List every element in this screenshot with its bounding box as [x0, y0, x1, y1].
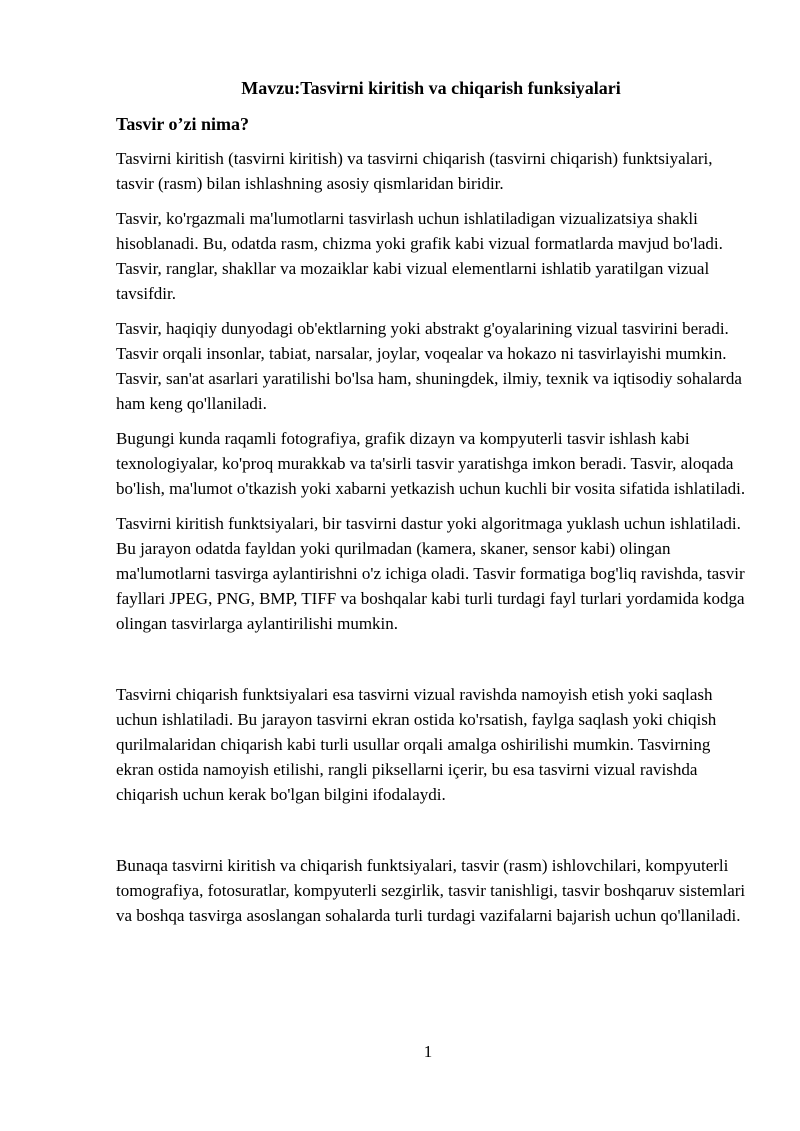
- section-heading: Tasvir o’zi nima?: [116, 114, 250, 134]
- paragraph-1: Tasvirni kiritish (tasvirni kiritish) va tasvirni chiqarish (tasvirni chiqarish) funktsiyalari, tasvir (rasm) bilan ishlashning asosiy qismlaridan biridir.: [116, 149, 713, 193]
- paragraph-4: Bugungi kunda raqamli fotografiya, grafik dizayn va kompyuterli tasvir ishlash kabi texnologiyalar, ko'proq murakkab va ta'sirli tasvir yaratishga imkon beradi. Tasvir, aloqada bo'lish, ma'lumot o'tkazish yoki xabarni yetkazish uchun kuchli bir vosita sifatida ishlatiladi.: [116, 429, 746, 498]
- paragraph-6: Tasvirni chiqarish funktsiyalari esa tasvirni vizual ravishda namoyish etish yoki saqlash uchun ishlatiladi. Bu jarayon tasvirni ekran ostida ko'rsatish, faylga saqlash yoki chiqish qurilmalaridan chiqarish kabi turli usullar orqali amalga oshirilishi mumkin. Tasvirning ekran ostida namoyish etilishi, rangli piksellarni içerir, bu esa tasvirni vizual ravishda chiqarish uchun kerak bo'lgan bilgini ifodalaydi.: [116, 685, 717, 804]
- document-title: Mavzu:Tasvirni kiritish va chiqarish funksiyalari: [241, 78, 621, 98]
- page-number: 1: [423, 1042, 433, 1061]
- paragraph-2: Tasvir, ko'rgazmali ma'lumotlarni tasvirlash uchun ishlatiladigan vizualizatsiya shakli hisoblanadi. Bu, odatda rasm, chizma yoki grafik kabi vizual formatlarda mavjud bo'ladi. Tasvir, ranglar, shakllar va mozaiklar kabi vizual elementlarni ishlatib yaratilgan vizual tavsifdir.: [116, 209, 723, 303]
- document-body: [116, 76, 746, 928]
- paragraph-5: Tasvirni kiritish funktsiyalari, bir tasvirni dastur yoki algoritmaga yuklash uchun ishlatiladi. Bu jarayon odatda fayldan yoki qurilmadan (kamera, skaner, sensor kabi) olingan ma'lumotlarni tasvirga aylantirishni o'z ichiga oladi. Tasvir formatiga bog'liq ravishda, tasvir fayllari JPEG, PNG, BMP, TIFF va boshqalar kabi turli turdagi fayl turlari yordamida kodga olingan tasvirlarga aylantirilishi mumkin.: [116, 514, 745, 633]
- paragraph-7: Bunaqa tasvirni kiritish va chiqarish funktsiyalari, tasvir (rasm) ishlovchilari, kompyuterli tomografiya, fotosuratlar, kompyuterli sezgirlik, tasvir tanishligi, tasvir boshqaruv sistemlari va boshqa tasvirga asoslangan sohalarda turli turdagi vazifalarni bajarish uchun qo'llaniladi.: [116, 856, 746, 925]
- paragraph-3: Tasvir, haqiqiy dunyodagi ob'ektlarning yoki abstrakt g'oyalarining vizual tasvirini beradi. Tasvir orqali insonlar, tabiat, narsalar, joylar, voqealar va hokazo ni tasvirlayishi mumkin. Tasvir, san'at asarlari yaratilishi bo'lsa ham, shuningdek, ilmiy, texnik va iqtisodiy sohalarda ham keng qo'llaniladi.: [116, 319, 742, 413]
